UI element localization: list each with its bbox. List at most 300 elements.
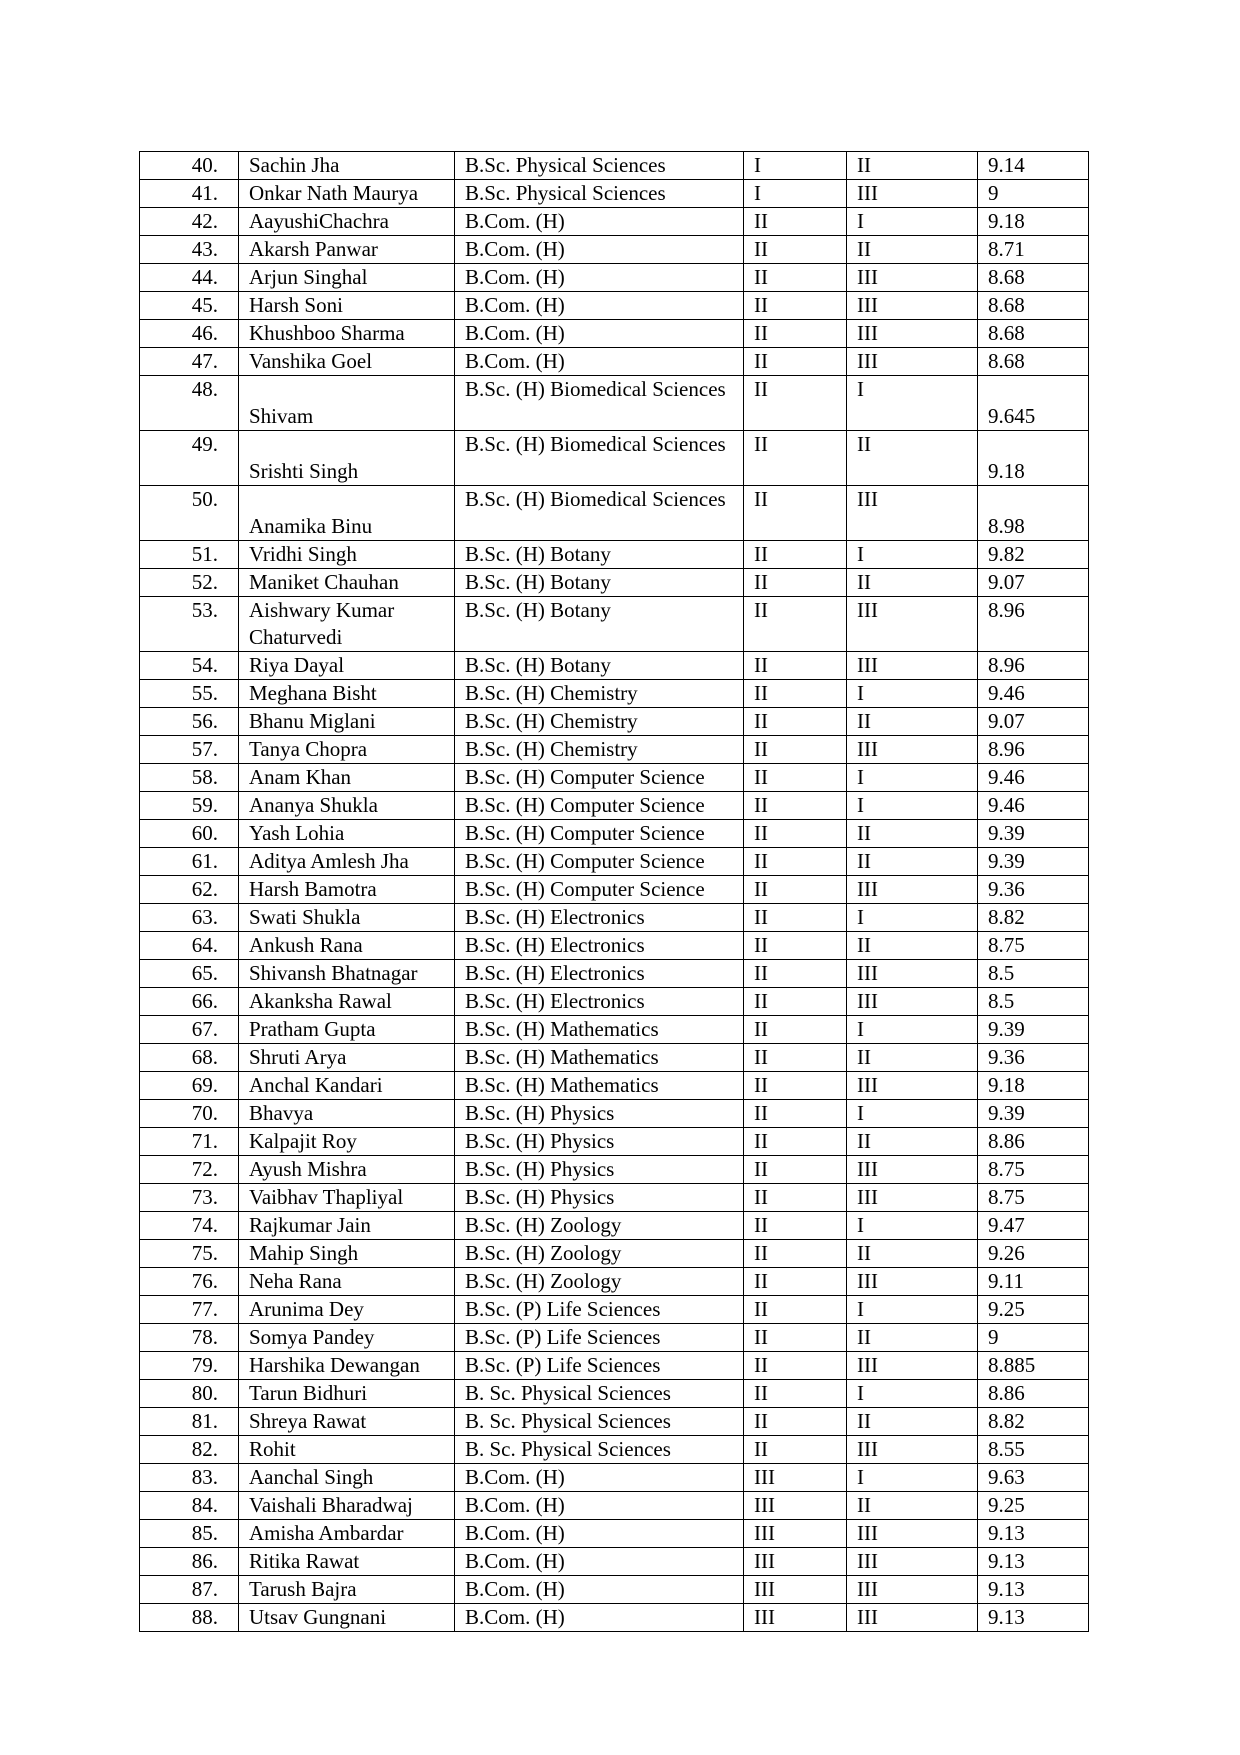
- year-cell: II: [744, 1044, 847, 1072]
- score-cell: 8.82: [978, 904, 1089, 932]
- course-cell: B.Sc. (H) Chemistry: [455, 680, 744, 708]
- student-name-cell: Ritika Rawat: [239, 1548, 455, 1576]
- rank-cell: II: [847, 1044, 978, 1072]
- course-cell: B.Sc. (P) Life Sciences: [455, 1352, 744, 1380]
- table-row: [140, 152, 1089, 180]
- table-row: [140, 1184, 1089, 1212]
- rank-cell: III: [847, 292, 978, 320]
- table-row: [140, 292, 1089, 320]
- table-row: [140, 904, 1089, 932]
- table-row: [140, 180, 1089, 208]
- student-name-cell: Amisha Ambardar: [239, 1520, 455, 1548]
- score-cell: 9.46: [978, 764, 1089, 792]
- rank-cell: II: [847, 1128, 978, 1156]
- year-cell: II: [744, 960, 847, 988]
- student-name-cell: Somya Pandey: [239, 1324, 455, 1352]
- score-cell: 8.68: [978, 348, 1089, 376]
- year-cell: II: [744, 932, 847, 960]
- year-cell: II: [744, 1100, 847, 1128]
- serial-number-cell: 86.: [140, 1548, 239, 1576]
- year-cell: II: [744, 264, 847, 292]
- rank-cell: III: [847, 876, 978, 904]
- student-name-cell: Akanksha Rawal: [239, 988, 455, 1016]
- table-row: [140, 208, 1089, 236]
- course-cell: B.Sc. (H) Chemistry: [455, 708, 744, 736]
- course-cell: B.Sc. (H) Physics: [455, 1184, 744, 1212]
- course-cell: B.Sc. (H) Electronics: [455, 904, 744, 932]
- rank-cell: III: [847, 264, 978, 292]
- serial-number-cell: 55.: [140, 680, 239, 708]
- rank-cell: III: [847, 348, 978, 376]
- score-cell: 9.18: [978, 208, 1089, 236]
- course-cell: B.Sc. (H) Botany: [455, 597, 744, 652]
- rank-cell: II: [847, 932, 978, 960]
- table-row: [140, 597, 1089, 652]
- score-cell: 9.07: [978, 708, 1089, 736]
- score-cell: 8.96: [978, 652, 1089, 680]
- score-cell: 9.11: [978, 1268, 1089, 1296]
- year-cell: II: [744, 652, 847, 680]
- rank-cell: I: [847, 376, 978, 431]
- table-row: [140, 1072, 1089, 1100]
- course-cell: B.Sc. (H) Biomedical Sciences: [455, 431, 744, 486]
- score-cell: 8.68: [978, 320, 1089, 348]
- score-cell: 9.645: [978, 376, 1089, 431]
- rank-cell: III: [847, 1184, 978, 1212]
- serial-number-cell: 44.: [140, 264, 239, 292]
- course-cell: B. Sc. Physical Sciences: [455, 1436, 744, 1464]
- rank-cell: I: [847, 1100, 978, 1128]
- year-cell: II: [744, 1240, 847, 1268]
- course-cell: B.Sc. (H) Computer Science: [455, 764, 744, 792]
- student-name-cell: Harsh Soni: [239, 292, 455, 320]
- score-cell: 8.71: [978, 236, 1089, 264]
- serial-number-cell: 83.: [140, 1464, 239, 1492]
- student-name-cell: Rohit: [239, 1436, 455, 1464]
- course-cell: B.Sc. Physical Sciences: [455, 180, 744, 208]
- table-row: [140, 1380, 1089, 1408]
- year-cell: II: [744, 1324, 847, 1352]
- course-cell: B.Sc. (P) Life Sciences: [455, 1324, 744, 1352]
- score-cell: 9.13: [978, 1576, 1089, 1604]
- serial-number-cell: 73.: [140, 1184, 239, 1212]
- student-name-cell: Bhavya: [239, 1100, 455, 1128]
- year-cell: I: [744, 180, 847, 208]
- score-cell: 9.39: [978, 820, 1089, 848]
- year-cell: II: [744, 208, 847, 236]
- rank-cell: II: [847, 1408, 978, 1436]
- serial-number-cell: 63.: [140, 904, 239, 932]
- student-name-cell: Anamika Binu: [239, 486, 455, 541]
- course-cell: B.Sc. (H) Electronics: [455, 932, 744, 960]
- year-cell: III: [744, 1576, 847, 1604]
- table-row: [140, 320, 1089, 348]
- serial-number-cell: 74.: [140, 1212, 239, 1240]
- rank-cell: II: [847, 569, 978, 597]
- serial-number-cell: 40.: [140, 152, 239, 180]
- student-name-cell: Maniket Chauhan: [239, 569, 455, 597]
- course-cell: B. Sc. Physical Sciences: [455, 1408, 744, 1436]
- score-cell: 9: [978, 180, 1089, 208]
- student-name-cell: Vaishali Bharadwaj: [239, 1492, 455, 1520]
- rank-cell: III: [847, 652, 978, 680]
- rank-cell: III: [847, 1352, 978, 1380]
- score-cell: 9.82: [978, 541, 1089, 569]
- year-cell: II: [744, 1072, 847, 1100]
- year-cell: II: [744, 1296, 847, 1324]
- rank-cell: III: [847, 736, 978, 764]
- rank-cell: III: [847, 1548, 978, 1576]
- score-cell: 8.885: [978, 1352, 1089, 1380]
- table-row: [140, 848, 1089, 876]
- rank-cell: I: [847, 904, 978, 932]
- student-name-cell: Ayush Mishra: [239, 1156, 455, 1184]
- serial-number-cell: 70.: [140, 1100, 239, 1128]
- course-cell: B.Com. (H): [455, 292, 744, 320]
- table-row: [140, 569, 1089, 597]
- rank-cell: II: [847, 236, 978, 264]
- rank-cell: III: [847, 1436, 978, 1464]
- course-cell: B.Com. (H): [455, 348, 744, 376]
- year-cell: II: [744, 1352, 847, 1380]
- student-name-cell: Aanchal Singh: [239, 1464, 455, 1492]
- score-cell: 9.36: [978, 876, 1089, 904]
- table-row: [140, 541, 1089, 569]
- table-row: [140, 960, 1089, 988]
- student-name-cell: Arjun Singhal: [239, 264, 455, 292]
- course-cell: B.Sc. (H) Mathematics: [455, 1072, 744, 1100]
- course-cell: B. Sc. Physical Sciences: [455, 1380, 744, 1408]
- year-cell: III: [744, 1492, 847, 1520]
- rank-cell: III: [847, 1604, 978, 1632]
- course-cell: B.Sc. (H) Zoology: [455, 1268, 744, 1296]
- year-cell: II: [744, 876, 847, 904]
- year-cell: II: [744, 1436, 847, 1464]
- score-cell: 9.07: [978, 569, 1089, 597]
- table-row: [140, 820, 1089, 848]
- course-cell: B.Sc. (H) Computer Science: [455, 876, 744, 904]
- course-cell: B.Sc. (H) Physics: [455, 1156, 744, 1184]
- course-cell: B.Com. (H): [455, 236, 744, 264]
- student-name-cell: Shreya Rawat: [239, 1408, 455, 1436]
- year-cell: II: [744, 1016, 847, 1044]
- rank-cell: II: [847, 1240, 978, 1268]
- year-cell: II: [744, 348, 847, 376]
- rank-cell: I: [847, 1296, 978, 1324]
- table-row: [140, 1156, 1089, 1184]
- course-cell: B.Sc. (H) Zoology: [455, 1212, 744, 1240]
- serial-number-cell: 60.: [140, 820, 239, 848]
- course-cell: B.Sc. (H) Electronics: [455, 988, 744, 1016]
- table-row: [140, 1408, 1089, 1436]
- merit-list-table: [139, 151, 1089, 1632]
- course-cell: B.Com. (H): [455, 1548, 744, 1576]
- year-cell: II: [744, 988, 847, 1016]
- student-name-cell: Anam Khan: [239, 764, 455, 792]
- serial-number-cell: 45.: [140, 292, 239, 320]
- table-row: [140, 932, 1089, 960]
- rank-cell: I: [847, 680, 978, 708]
- rank-cell: II: [847, 708, 978, 736]
- rank-cell: III: [847, 988, 978, 1016]
- year-cell: II: [744, 820, 847, 848]
- student-name-cell: Shruti Arya: [239, 1044, 455, 1072]
- student-name-cell: Sachin Jha: [239, 152, 455, 180]
- year-cell: II: [744, 236, 847, 264]
- serial-number-cell: 42.: [140, 208, 239, 236]
- serial-number-cell: 41.: [140, 180, 239, 208]
- table-row: [140, 486, 1089, 541]
- serial-number-cell: 46.: [140, 320, 239, 348]
- table-row: [140, 1548, 1089, 1576]
- serial-number-cell: 77.: [140, 1296, 239, 1324]
- year-cell: II: [744, 320, 847, 348]
- table-row: [140, 1436, 1089, 1464]
- table-row: [140, 1128, 1089, 1156]
- year-cell: III: [744, 1548, 847, 1576]
- student-name-cell: Swati Shukla: [239, 904, 455, 932]
- score-cell: 8.68: [978, 264, 1089, 292]
- student-name-cell: Riya Dayal: [239, 652, 455, 680]
- rank-cell: III: [847, 597, 978, 652]
- score-cell: 8.68: [978, 292, 1089, 320]
- rank-cell: III: [847, 1520, 978, 1548]
- score-cell: 8.96: [978, 597, 1089, 652]
- score-cell: 8.55: [978, 1436, 1089, 1464]
- score-cell: 9.47: [978, 1212, 1089, 1240]
- table-row: [140, 1352, 1089, 1380]
- table-row: [140, 792, 1089, 820]
- serial-number-cell: 88.: [140, 1604, 239, 1632]
- student-name-cell: Bhanu Miglani: [239, 708, 455, 736]
- score-cell: 9.13: [978, 1548, 1089, 1576]
- course-cell: B.Com. (H): [455, 1464, 744, 1492]
- rank-cell: I: [847, 1380, 978, 1408]
- table-row: [140, 1240, 1089, 1268]
- student-name-cell: Vridhi Singh: [239, 541, 455, 569]
- rank-cell: II: [847, 820, 978, 848]
- score-cell: 9.18: [978, 431, 1089, 486]
- student-name-cell: Vanshika Goel: [239, 348, 455, 376]
- rank-cell: I: [847, 764, 978, 792]
- student-name-cell: Harsh Bamotra: [239, 876, 455, 904]
- course-cell: B.Sc. (H) Electronics: [455, 960, 744, 988]
- serial-number-cell: 85.: [140, 1520, 239, 1548]
- score-cell: 9.39: [978, 1016, 1089, 1044]
- serial-number-cell: 67.: [140, 1016, 239, 1044]
- merit-list-body: [140, 152, 1089, 1632]
- table-row: [140, 736, 1089, 764]
- course-cell: B.Sc. (H) Physics: [455, 1100, 744, 1128]
- rank-cell: III: [847, 1268, 978, 1296]
- table-row: [140, 1100, 1089, 1128]
- table-row: [140, 1520, 1089, 1548]
- student-name-cell: Akarsh Panwar: [239, 236, 455, 264]
- student-name-cell: Neha Rana: [239, 1268, 455, 1296]
- student-name-cell: Pratham Gupta: [239, 1016, 455, 1044]
- serial-number-cell: 81.: [140, 1408, 239, 1436]
- rank-cell: II: [847, 152, 978, 180]
- table-row: [140, 264, 1089, 292]
- year-cell: II: [744, 486, 847, 541]
- score-cell: 9.26: [978, 1240, 1089, 1268]
- rank-cell: I: [847, 1464, 978, 1492]
- serial-number-cell: 69.: [140, 1072, 239, 1100]
- year-cell: II: [744, 1380, 847, 1408]
- course-cell: B.Sc. (H) Chemistry: [455, 736, 744, 764]
- table-row: [140, 1016, 1089, 1044]
- serial-number-cell: 48.: [140, 376, 239, 431]
- table-row: [140, 1492, 1089, 1520]
- serial-number-cell: 62.: [140, 876, 239, 904]
- student-name-cell: Arunima Dey: [239, 1296, 455, 1324]
- serial-number-cell: 53.: [140, 597, 239, 652]
- table-row: [140, 348, 1089, 376]
- student-name-cell: Yash Lohia: [239, 820, 455, 848]
- score-cell: 9: [978, 1324, 1089, 1352]
- table-row: [140, 1296, 1089, 1324]
- rank-cell: III: [847, 486, 978, 541]
- serial-number-cell: 54.: [140, 652, 239, 680]
- score-cell: 9.46: [978, 792, 1089, 820]
- score-cell: 8.5: [978, 960, 1089, 988]
- year-cell: II: [744, 764, 847, 792]
- serial-number-cell: 61.: [140, 848, 239, 876]
- course-cell: B.Sc. (H) Mathematics: [455, 1044, 744, 1072]
- course-cell: B.Sc. (H) Botany: [455, 541, 744, 569]
- rank-cell: III: [847, 180, 978, 208]
- table-row: [140, 236, 1089, 264]
- serial-number-cell: 57.: [140, 736, 239, 764]
- table-row: [140, 708, 1089, 736]
- course-cell: B.Sc. (P) Life Sciences: [455, 1296, 744, 1324]
- serial-number-cell: 76.: [140, 1268, 239, 1296]
- serial-number-cell: 72.: [140, 1156, 239, 1184]
- serial-number-cell: 64.: [140, 932, 239, 960]
- score-cell: 8.5: [978, 988, 1089, 1016]
- student-name-cell: Aditya Amlesh Jha: [239, 848, 455, 876]
- table-row: [140, 1268, 1089, 1296]
- course-cell: B.Sc. (H) Physics: [455, 1128, 744, 1156]
- student-name-cell: Rajkumar Jain: [239, 1212, 455, 1240]
- year-cell: II: [744, 1184, 847, 1212]
- score-cell: 9.39: [978, 1100, 1089, 1128]
- course-cell: B.Sc. (H) Botany: [455, 652, 744, 680]
- serial-number-cell: 80.: [140, 1380, 239, 1408]
- course-cell: B.Com. (H): [455, 1576, 744, 1604]
- score-cell: 9.14: [978, 152, 1089, 180]
- serial-number-cell: 84.: [140, 1492, 239, 1520]
- student-name-cell: Tanya Chopra: [239, 736, 455, 764]
- student-name-cell: Shivansh Bhatnagar: [239, 960, 455, 988]
- serial-number-cell: 82.: [140, 1436, 239, 1464]
- table-row: [140, 1212, 1089, 1240]
- serial-number-cell: 43.: [140, 236, 239, 264]
- rank-cell: I: [847, 1212, 978, 1240]
- serial-number-cell: 66.: [140, 988, 239, 1016]
- student-name-cell: Utsav Gungnani: [239, 1604, 455, 1632]
- student-name-cell: Kalpajit Roy: [239, 1128, 455, 1156]
- year-cell: II: [744, 1128, 847, 1156]
- serial-number-cell: 52.: [140, 569, 239, 597]
- student-name-cell: Anchal Kandari: [239, 1072, 455, 1100]
- serial-number-cell: 75.: [140, 1240, 239, 1268]
- table-row: [140, 1604, 1089, 1632]
- rank-cell: I: [847, 792, 978, 820]
- course-cell: B.Com. (H): [455, 1520, 744, 1548]
- score-cell: 9.13: [978, 1520, 1089, 1548]
- table-row: [140, 988, 1089, 1016]
- serial-number-cell: 51.: [140, 541, 239, 569]
- year-cell: III: [744, 1464, 847, 1492]
- student-name-cell: Ankush Rana: [239, 932, 455, 960]
- year-cell: II: [744, 376, 847, 431]
- score-cell: 9.46: [978, 680, 1089, 708]
- rank-cell: III: [847, 1576, 978, 1604]
- year-cell: II: [744, 736, 847, 764]
- year-cell: II: [744, 431, 847, 486]
- course-cell: B.Sc. Physical Sciences: [455, 152, 744, 180]
- student-name-cell: AayushiChachra: [239, 208, 455, 236]
- student-name-cell: Ananya Shukla: [239, 792, 455, 820]
- serial-number-cell: 65.: [140, 960, 239, 988]
- serial-number-cell: 56.: [140, 708, 239, 736]
- serial-number-cell: 79.: [140, 1352, 239, 1380]
- student-name-cell: Vaibhav Thapliyal: [239, 1184, 455, 1212]
- course-cell: B.Sc. (H) Biomedical Sciences: [455, 376, 744, 431]
- rank-cell: I: [847, 208, 978, 236]
- year-cell: III: [744, 1520, 847, 1548]
- score-cell: 9.36: [978, 1044, 1089, 1072]
- course-cell: B.Sc. (H) Computer Science: [455, 820, 744, 848]
- rank-cell: II: [847, 431, 978, 486]
- year-cell: I: [744, 152, 847, 180]
- serial-number-cell: 50.: [140, 486, 239, 541]
- student-name-cell: Tarush Bajra: [239, 1576, 455, 1604]
- course-cell: B.Com. (H): [455, 1604, 744, 1632]
- student-name-cell: Aishwary Kumar Chaturvedi: [239, 597, 455, 652]
- score-cell: 8.98: [978, 486, 1089, 541]
- score-cell: 9.25: [978, 1296, 1089, 1324]
- score-cell: 8.86: [978, 1128, 1089, 1156]
- year-cell: II: [744, 541, 847, 569]
- rank-cell: III: [847, 1072, 978, 1100]
- course-cell: B.Sc. (H) Computer Science: [455, 792, 744, 820]
- table-row: [140, 1464, 1089, 1492]
- serial-number-cell: 87.: [140, 1576, 239, 1604]
- table-row: [140, 652, 1089, 680]
- serial-number-cell: 49.: [140, 431, 239, 486]
- student-name-cell: Srishti Singh: [239, 431, 455, 486]
- student-name-cell: Harshika Dewangan: [239, 1352, 455, 1380]
- year-cell: III: [744, 1604, 847, 1632]
- year-cell: II: [744, 1268, 847, 1296]
- table-row: [140, 376, 1089, 431]
- year-cell: II: [744, 597, 847, 652]
- student-name-cell: Khushboo Sharma: [239, 320, 455, 348]
- year-cell: II: [744, 1408, 847, 1436]
- score-cell: 8.75: [978, 1184, 1089, 1212]
- score-cell: 9.18: [978, 1072, 1089, 1100]
- score-cell: 9.39: [978, 848, 1089, 876]
- serial-number-cell: 78.: [140, 1324, 239, 1352]
- student-name-cell: Meghana Bisht: [239, 680, 455, 708]
- course-cell: B.Com. (H): [455, 320, 744, 348]
- rank-cell: II: [847, 1492, 978, 1520]
- course-cell: B.Sc. (H) Botany: [455, 569, 744, 597]
- table-row: [140, 764, 1089, 792]
- serial-number-cell: 68.: [140, 1044, 239, 1072]
